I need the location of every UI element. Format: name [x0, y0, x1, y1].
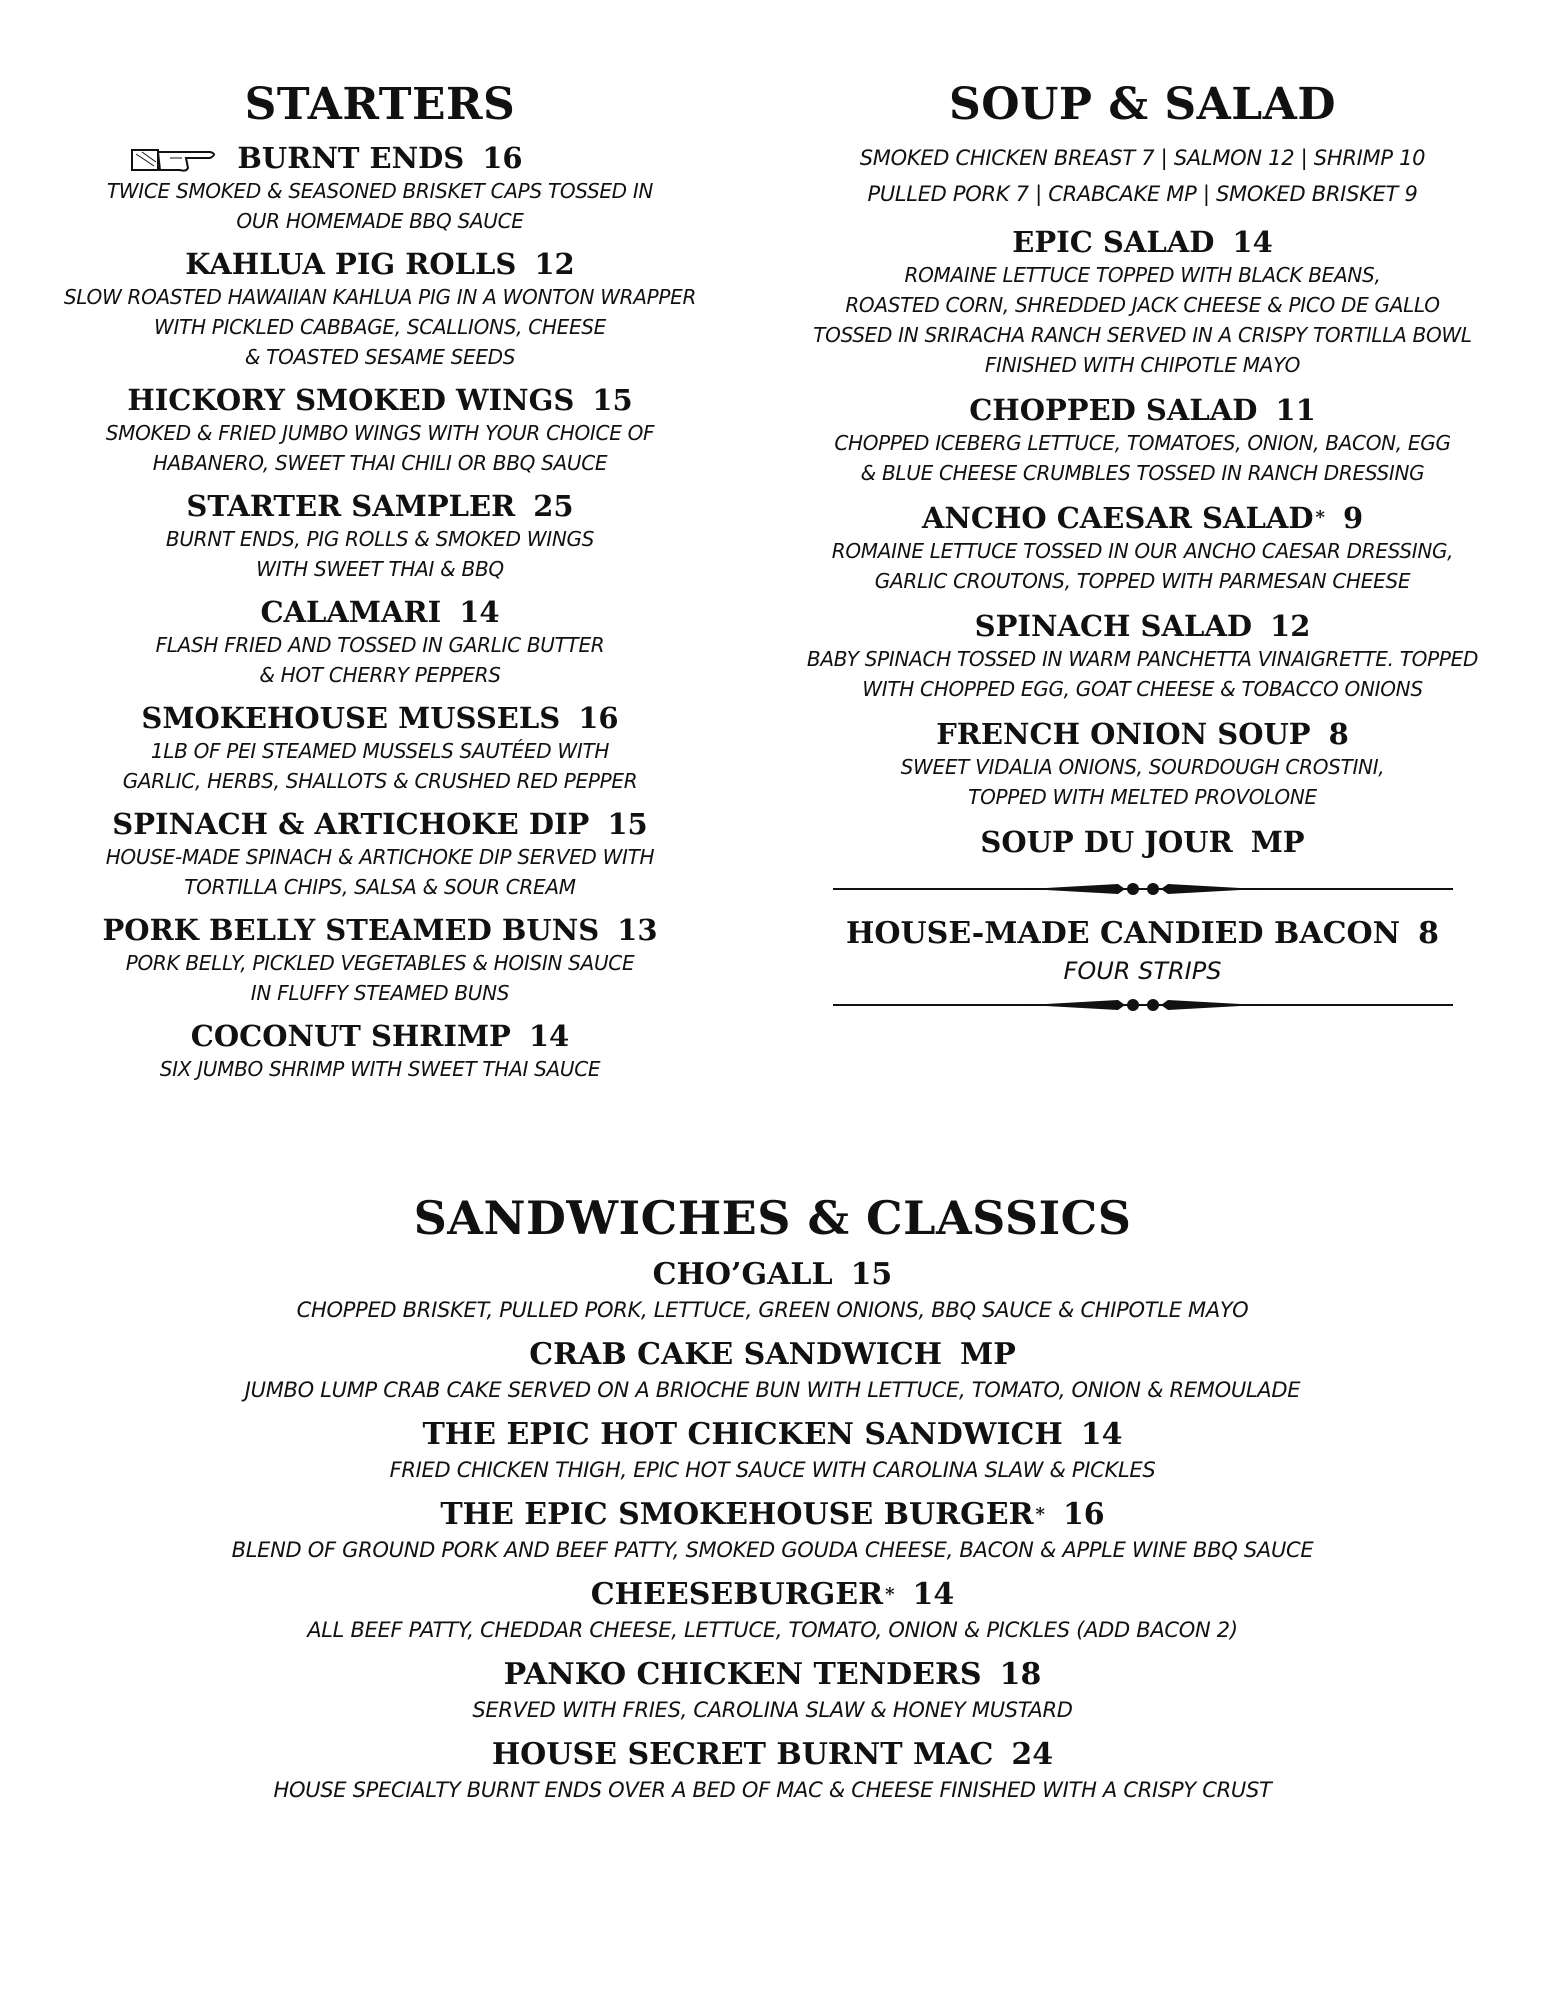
protein-addons [770, 140, 1515, 212]
item-price: 15 [592, 383, 633, 417]
sandwiches-section [40, 1190, 1505, 1806]
item-price: 18 [999, 1657, 1042, 1692]
item-description: WITH PICKLED CABBAGE, SCALLIONS, CHEESE [153, 315, 607, 339]
item-price: 13 [617, 913, 658, 947]
item-title: HICKORY SMOKED WINGS [127, 383, 575, 417]
item-description: CHOPPED BRISKET, PULLED PORK, LETTUCE, GREEN ONIONS, BBQ SAUCE & CHIPOTLE MAYO [296, 1298, 1249, 1322]
item-description: 1LB OF PEI STEAMED MUSSELS SAUTÉED WITH [150, 739, 610, 763]
item-description: TOPPED WITH MELTED PROVOLONE [968, 785, 1317, 809]
item-description: & BLUE CHEESE CRUMBLES TOSSED IN RANCH DRESSING [860, 461, 1425, 485]
soup-salad-section [770, 78, 1515, 1016]
item-title: FRENCH ONION SOUP [936, 717, 1311, 751]
item-title: BURNT ENDS [237, 141, 465, 175]
item-title: CALAMARI [260, 595, 442, 629]
item-price: 14 [1232, 225, 1273, 259]
asterisk-mark: * [1315, 507, 1325, 528]
item-description: SIX JUMBO SHRIMP WITH SWEET THAI SAUCE [159, 1057, 601, 1081]
item-description: CHOPPED ICEBERG LETTUCE, TOMATOES, ONION, BACON, EGG [834, 431, 1451, 455]
menu-item [770, 716, 1515, 812]
menu-item [770, 608, 1515, 704]
item-title: CHO’GALL [652, 1257, 833, 1292]
item-description: BABY SPINACH TOSSED IN WARM PANCHETTA VINAIGRETTE. TOPPED [806, 647, 1479, 671]
section-title-soup-salad: SOUP & SALAD [948, 79, 1337, 130]
menu-item [30, 246, 730, 372]
item-name [30, 382, 730, 418]
item-description: PORK BELLY, PICKLED VEGETABLES & HOISIN SAUCE [125, 951, 635, 975]
item-description: GARLIC CROUTONS, TOPPED WITH PARMESAN CHEESE [874, 569, 1411, 593]
item-name [770, 608, 1515, 644]
item-price: 8 [1418, 916, 1439, 951]
item-price: 16 [578, 701, 619, 735]
starters-section [30, 78, 730, 1084]
item-price: 15 [607, 807, 648, 841]
item-name [30, 700, 730, 736]
candied-bacon-feature [770, 914, 1515, 988]
item-title: COCONUT SHRIMP [190, 1019, 511, 1053]
menu-item [40, 1576, 1505, 1646]
item-price: 9 [1342, 501, 1364, 535]
menu-item [40, 1336, 1505, 1406]
section-title-starters: STARTERS [244, 79, 516, 130]
item-title: SPINACH & ARTICHOKE DIP [112, 807, 590, 841]
item-name [30, 246, 730, 282]
item-description: BURNT ENDS, PIG ROLLS & SMOKED WINGS [165, 527, 595, 551]
item-description: SERVED WITH FRIES, CAROLINA SLAW & HONEY MUSTARD [472, 1698, 1073, 1722]
item-description: FRIED CHICKEN THIGH, EPIC HOT SAUCE WITH CAROLINA SLAW & PICKLES [389, 1458, 1156, 1482]
item-description: ROASTED CORN, SHREDDED JACK CHEESE & PICO DE GALLO [845, 293, 1440, 317]
menu-item [40, 1416, 1505, 1486]
menu-item [40, 1496, 1505, 1566]
menu-item [40, 1256, 1505, 1326]
menu-item [770, 824, 1515, 860]
ornamental-divider [833, 994, 1453, 1016]
item-name [770, 914, 1515, 954]
item-price: 11 [1275, 393, 1316, 427]
item-description: WITH CHOPPED EGG, GOAT CHEESE & TOBACCO ONIONS [862, 677, 1423, 701]
item-title: SMOKEHOUSE MUSSELS [141, 701, 561, 735]
item-price: 12 [1270, 609, 1311, 643]
item-title: CHOPPED SALAD [969, 393, 1258, 427]
item-title: CRAB CAKE SANDWICH [529, 1337, 942, 1372]
item-price: 24 [1011, 1737, 1054, 1772]
item-name [770, 224, 1515, 260]
item-title: ANCHO CAESAR SALAD [921, 501, 1314, 535]
item-description: & HOT CHERRY PEPPERS [259, 663, 501, 687]
item-description: ALL BEEF PATTY, CHEDDAR CHEESE, LETTUCE, TOMATO, ONION & PICKLES (ADD BACON 2) [307, 1618, 1238, 1642]
item-name [40, 1736, 1505, 1774]
item-price: MP [1250, 825, 1305, 859]
item-description: BLEND OF GROUND PORK AND BEEF PATTY, SMOKED GOUDA CHEESE, BACON & APPLE WINE BBQ SAUCE [231, 1538, 1314, 1562]
item-price: 16 [482, 141, 523, 175]
item-title: THE EPIC HOT CHICKEN SANDWICH [422, 1417, 1063, 1452]
item-name [770, 392, 1515, 428]
pointing-hand-icon [130, 144, 220, 174]
item-name [30, 488, 730, 524]
protein-addons-line: PULLED PORK 7 | CRABCAKE MP | SMOKED BRISKET 9 [867, 182, 1418, 206]
item-title: SPINACH SALAD [974, 609, 1253, 643]
item-name [770, 824, 1515, 860]
item-title: SOUP DU JOUR [980, 825, 1233, 859]
item-name [30, 594, 730, 630]
item-description: IN FLUFFY STEAMED BUNS [250, 981, 510, 1005]
item-name [40, 1656, 1505, 1694]
item-description: ROMAINE LETTUCE TOSSED IN OUR ANCHO CAESAR DRESSING, [831, 539, 1454, 563]
item-description: FLASH FRIED AND TOSSED IN GARLIC BUTTER [155, 633, 605, 657]
item-description: TWICE SMOKED & SEASONED BRISKET CAPS TOSSED IN [106, 179, 654, 203]
item-title: PANKO CHICKEN TENDERS [503, 1657, 982, 1692]
menu-item [40, 1736, 1505, 1806]
item-name [770, 716, 1515, 752]
menu-item [30, 1018, 730, 1084]
item-description: SLOW ROASTED HAWAIIAN KAHLUA PIG IN A WONTON WRAPPER [63, 285, 697, 309]
item-price: 8 [1328, 717, 1349, 751]
menu-item [770, 500, 1515, 596]
item-name [40, 1416, 1505, 1454]
menu-item [30, 382, 730, 478]
item-price: MP [959, 1337, 1016, 1372]
item-description: TOSSED IN SRIRACHA RANCH SERVED IN A CRISPY TORTILLA BOWL [813, 323, 1472, 347]
item-description: FOUR STRIPS [1063, 957, 1222, 985]
item-price: 14 [912, 1577, 955, 1612]
item-description: FINISHED WITH CHIPOTLE MAYO [984, 353, 1301, 377]
item-price: 12 [534, 247, 575, 281]
item-description: OUR HOMEMADE BBQ SAUCE [236, 209, 524, 233]
item-price: 15 [850, 1257, 893, 1292]
menu-item [30, 140, 730, 236]
item-title: CHEESEBURGER [590, 1577, 884, 1612]
item-description: SMOKED & FRIED JUMBO WINGS WITH YOUR CHOICE OF [105, 421, 655, 445]
item-price: 14 [1080, 1417, 1123, 1452]
item-price: 14 [459, 595, 500, 629]
sandwiches-list [40, 1256, 1505, 1806]
section-title-sandwiches: SANDWICHES & CLASSICS [413, 1191, 1132, 1245]
menu-item [40, 1656, 1505, 1726]
item-title: HOUSE-MADE CANDIED BACON [846, 916, 1401, 951]
item-description: HABANERO, SWEET THAI CHILI OR BBQ SAUCE [152, 451, 608, 475]
menu-item [30, 488, 730, 584]
item-title: EPIC SALAD [1012, 225, 1215, 259]
item-price: 25 [533, 489, 574, 523]
item-description: SWEET VIDALIA ONIONS, SOURDOUGH CROSTINI, [900, 755, 1385, 779]
item-description: HOUSE SPECIALTY BURNT ENDS OVER A BED OF MAC & CHEESE FINISHED WITH A CRISPY CRUST [273, 1778, 1272, 1802]
item-price: 14 [528, 1019, 570, 1053]
item-name [770, 500, 1515, 536]
asterisk-mark: * [885, 1584, 895, 1605]
soup-salad-list [770, 224, 1515, 860]
item-description: ROMAINE LETTUCE TOPPED WITH BLACK BEANS, [904, 263, 1381, 287]
asterisk-mark: * [1035, 1504, 1045, 1525]
menu-item [770, 224, 1515, 380]
item-description: JUMBO LUMP CRAB CAKE SERVED ON A BRIOCHE BUN WITH LETTUCE, TOMATO, ONION & REMOULADE [244, 1378, 1301, 1402]
item-title: THE EPIC SMOKEHOUSE BURGER [440, 1497, 1034, 1532]
menu-item [30, 806, 730, 902]
menu-item [770, 392, 1515, 488]
item-name [40, 1336, 1505, 1374]
item-title: KAHLUA PIG ROLLS [185, 247, 517, 281]
menu-item [30, 700, 730, 796]
item-name [40, 1256, 1505, 1294]
item-name [30, 912, 730, 948]
item-title: HOUSE SECRET BURNT MAC [491, 1737, 994, 1772]
menu-item [30, 912, 730, 1008]
menu-item [30, 594, 730, 690]
item-title: STARTER SAMPLER [186, 489, 516, 523]
item-description: HOUSE-MADE SPINACH & ARTICHOKE DIP SERVED WITH [105, 845, 655, 869]
item-name [40, 1576, 1505, 1614]
item-title: PORK BELLY STEAMED BUNS [102, 913, 600, 947]
item-description: & TOASTED SESAME SEEDS [244, 345, 516, 369]
protein-addons-line: SMOKED CHICKEN BREAST 7 | SALMON 12 | SHRIMP 10 [859, 146, 1426, 170]
item-name [40, 1496, 1505, 1534]
item-description: TORTILLA CHIPS, SALSA & SOUR CREAM [184, 875, 576, 899]
item-description: GARLIC, HERBS, SHALLOTS & CRUSHED RED PEPPER [122, 769, 638, 793]
starters-list [30, 140, 730, 1084]
item-price: 16 [1062, 1497, 1105, 1532]
item-name [30, 1018, 730, 1054]
ornamental-divider [833, 878, 1453, 900]
item-name [30, 806, 730, 842]
item-description: WITH SWEET THAI & BBQ [256, 557, 504, 581]
